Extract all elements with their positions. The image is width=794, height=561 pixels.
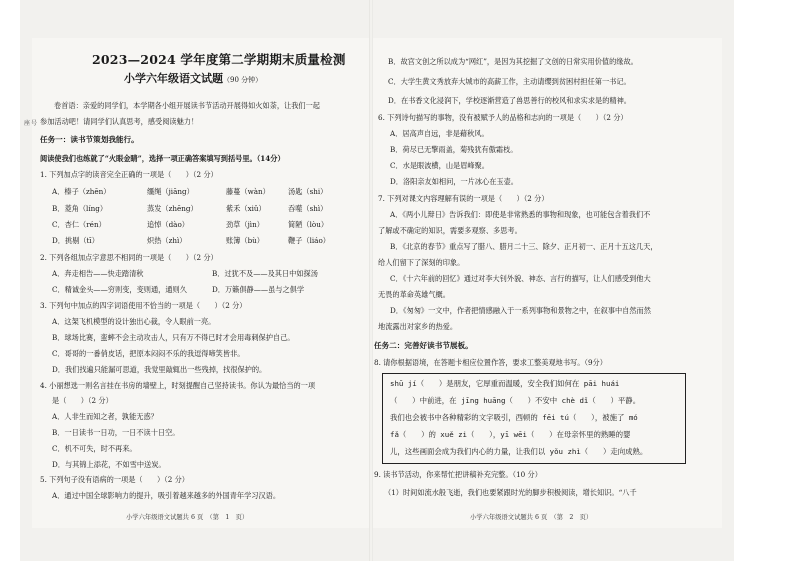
task-1-heading: 任务一：读书节策划我能行。 bbox=[40, 135, 139, 144]
q2-opt-b: B．过犹不及——及其日中如探汤 bbox=[212, 269, 318, 278]
question-7: 7. 下列对课文内容理解有误的一项是（ ）（2 分） bbox=[378, 194, 549, 203]
q1-opt-d-4: 鞭子（liáo） bbox=[288, 236, 330, 245]
q3-opt-c: C．哥哥的一番俏皮话，把原本闷闷不乐的我逗得啼笑皆非。 bbox=[52, 349, 245, 358]
q2-opt-d: D．万籁俱静——虽与之俱学 bbox=[212, 285, 305, 294]
q1-opt-d-2: 炽热（zhì） bbox=[147, 236, 187, 245]
q1-opt-b-1: B．菱角（líng） bbox=[52, 204, 108, 213]
question-1: 1. 下列加点字的读音完全正确的一项是（ ）（2 分） bbox=[40, 170, 218, 179]
exam-title: 2023—2024 学年度第二学期期末质量检测 bbox=[92, 52, 346, 67]
question-8: 8. 请你根据语境，在答题卡相应位置作答，要求工整美观地书写。（9分） bbox=[374, 358, 607, 367]
q7-opt-b-line-2: 给人们留下了深刻的印象。 bbox=[378, 258, 465, 267]
question-5: 5. 下列句子没有语病的一项是（ ）（2 分） bbox=[40, 475, 189, 484]
q2-opt-c: C．精诚金头——穷则变，变则通，通则久 bbox=[52, 285, 187, 294]
passage-line-3: 我们也会被书中各种精彩的文字吸引，西顿的 fēi tú（ ），被施了 mó bbox=[390, 413, 638, 422]
q1-opt-d-1: D．挑剔（tī） bbox=[52, 236, 99, 245]
q1-opt-b-4: 吞噬（shì） bbox=[288, 204, 328, 213]
q7-opt-a-line-2: 了解或不确定的知识，需要多观察、多思考。 bbox=[378, 226, 522, 235]
q7-opt-d-line-2: 地流露出对家乡的热爱。 bbox=[378, 322, 458, 331]
footer-page-2: 小学六年级语文试题共 6 页 （第 2 页） bbox=[470, 514, 593, 521]
passage-line-4: fǎ（ ）的 xuě zi（ ），yī wēi（ ）在母亲怀里的熟睡的婴 bbox=[390, 430, 631, 439]
q5-opt-a: A．通过中国全球影响力的提升，吸引着越来越多的外国青年学习汉语。 bbox=[52, 491, 281, 500]
q5-opt-d: D．在书香文化浸润下，学校逐渐营造了兽思善行的校风和求实求是的精神。 bbox=[388, 96, 631, 105]
task-2-heading: 任务二：完善好读书节展板。 bbox=[374, 341, 473, 350]
preface-line-1: 卷首语：亲爱的同学们，本学期各小组开展读书节活动开展得如火如荼，让我们一起 bbox=[54, 101, 320, 110]
q1-opt-d-3: 账簿（bù） bbox=[226, 236, 264, 245]
q9-part-1: （1）时间如流水般飞逝，我们也要紧跟时光的脚步积极阅读，增长知识。“八千 bbox=[384, 488, 637, 497]
q1-opt-a-3: 藤蔓（wàn） bbox=[226, 187, 270, 196]
question-2: 2. 下列各组加点字意思不相同的一项是（ ）（2 分） bbox=[40, 253, 218, 262]
q1-opt-c-4: 简陋（lòu） bbox=[288, 220, 329, 229]
duration-text: （90 分钟） bbox=[223, 76, 263, 84]
q7-opt-c-line-2: 无畏的革命英雄气概。 bbox=[378, 290, 450, 299]
subtitle-text: 小学六年级语文试题 bbox=[124, 72, 223, 85]
seal-label: 座号 bbox=[24, 120, 39, 127]
question-4: 4. 小丽想选一则名言挂在书房的墙壁上，时刻提醒自己坚持读书。你认为最恰当的一项 bbox=[40, 381, 316, 390]
q1-opt-c-3: 劲草（jìn） bbox=[226, 220, 264, 229]
q7-opt-c-line-1: C．《十六年前的回忆》通过对李大钊外貌、神态、言行的描写，让人们感受到他大 bbox=[390, 274, 651, 283]
exam-subtitle bbox=[124, 74, 262, 85]
question-3: 3. 下列句中加点的四字词语使用不恰当的一项是（ ）（2 分） bbox=[40, 301, 247, 310]
q6-opt-c: C．水是眼波横，山是眉峰聚。 bbox=[390, 161, 489, 170]
q3-opt-d: D．我们找遍只能漏可思道，我觉里敲辄出一些残掉，找很保护的。 bbox=[52, 365, 267, 374]
page-fold bbox=[369, 0, 373, 561]
task-1-intro: 阅读使我们也练就了“火眼金睛”，选择一项正确答案填写到括号里。（14分） bbox=[40, 154, 285, 163]
q1-opt-c-1: C．杏仁（rén） bbox=[52, 220, 106, 229]
q4-opt-c: C．机不可失，时不再来。 bbox=[52, 444, 137, 453]
preface-line-2: 参加活动吧！请同学们认真思考，感受阅读魅力！ bbox=[40, 117, 199, 126]
q7-opt-a-line-1: A．《两小儿辩日》告诉我们：即使是非常熟悉的事物和现象，也可能包含着我们不 bbox=[390, 210, 651, 219]
passage-line-5: 儿，这些画面会成为我们内心的力量，让我们以 yǒu zhì（ ）走向成熟。 bbox=[390, 447, 648, 456]
q1-opt-a-1: A．榛子（zhēn） bbox=[52, 187, 111, 196]
q3-opt-a: A．这架飞机模型的设计独出心裁，令人眼前一亮。 bbox=[52, 317, 216, 326]
q4-opt-b: B．一日读书一日功，一日不读十日空。 bbox=[52, 428, 180, 437]
question-9: 9. 读书节活动，你来帮忙把讲稿补充完整。（10 分） bbox=[374, 470, 542, 479]
passage-line-1: shū jí（ ）是朋友，它厚重而温暖，安全我们如何在 pāi huái bbox=[390, 379, 620, 388]
passage-line-2: （ ）中前进，在 jīng huāng（ ）不安中 chè dǐ（ ）平静。 bbox=[390, 396, 641, 405]
q1-opt-c-2: 追悼（dào） bbox=[147, 220, 189, 229]
question-4-cont: 是（ ）（2 分） bbox=[52, 396, 113, 405]
left-margin bbox=[0, 0, 20, 561]
q1-opt-a-4: 汤匙（shi） bbox=[288, 187, 328, 196]
footer-page-1: 小学六年级语文试题共 6 页 （第 1 页） bbox=[126, 514, 249, 521]
question-6: 6. 下列诗句描写的事物，没有被赋予人的品格和志向的一项是（ ）（2 分） bbox=[378, 113, 628, 122]
q4-opt-d: D．与其锦上添花，不如雪中送炭。 bbox=[52, 460, 166, 469]
q6-opt-b: B．荷尽已无擎雨盖，菊残犹有傲霜枝。 bbox=[390, 145, 518, 154]
q1-opt-b-2: 蒸发（zhēng） bbox=[147, 204, 198, 213]
q2-opt-a: A．奔走相告——快走踏清秋 bbox=[52, 269, 144, 278]
q6-opt-d: D．洛阳亲友如相问，一片冰心在玉壶。 bbox=[390, 177, 518, 186]
q3-opt-b: B．球场比赛，蛮蟀不会主动攻击人，只有万不得已时才会用毒刺保护自己。 bbox=[52, 333, 295, 342]
q7-opt-b-line-1: B．《北京的春节》重点写了腊八、腊月二十三、除夕、正月初一、正月十五这几天， bbox=[390, 242, 658, 251]
q5-opt-c: C．大学生黄文秀放弃大城市的高薪工作，主动请缨到贫困村担任第一书记。 bbox=[388, 77, 631, 86]
q4-opt-a: A．人非生而知之者，孰能无惑？ bbox=[52, 412, 158, 421]
q7-opt-d-line-1: D．《匆匆》一文中，作者把情感融入于一系列事物和景物之中，在叙事中自然而然 bbox=[390, 306, 651, 315]
q5-opt-b: B．故宫文创之所以成为“网红”，是因为其挖掘了文创的日常实用价值的缘故。 bbox=[388, 57, 638, 66]
q6-opt-a: A．居高声自远，非是藉秋风。 bbox=[390, 129, 489, 138]
q1-opt-a-2: 缰绳（jiāng） bbox=[147, 187, 194, 196]
exam-page-1 bbox=[32, 38, 380, 528]
right-margin bbox=[734, 0, 794, 561]
q1-opt-b-3: 紫禾（xiǔ） bbox=[226, 204, 266, 213]
